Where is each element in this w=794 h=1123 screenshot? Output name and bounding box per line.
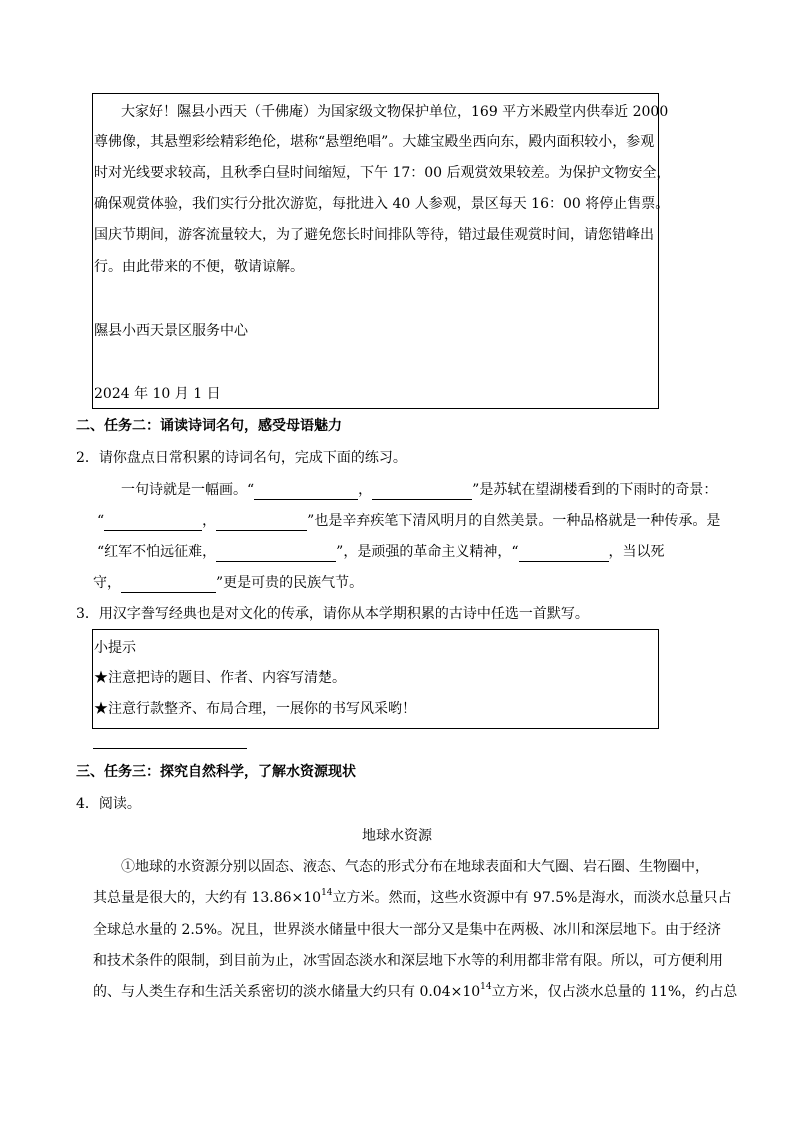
- answer-blank-3[interactable]: [104, 514, 202, 531]
- notice-signature: 隰县小西天景区服务中心: [94, 323, 248, 339]
- article-line-1: ①地球的水资源分别以固态、液态、气态的形式分布在地球表面和大气圈、岩石圈、生物圈中，: [121, 859, 709, 875]
- q2-line-4: [93, 573, 363, 593]
- exponent: 14: [321, 888, 333, 899]
- q2-line-1: [121, 480, 717, 500]
- q2-line2-sep: ，: [202, 513, 217, 529]
- article-line-5: [93, 982, 737, 1002]
- question-2: 2．请你盘点日常积累的诗词名句，完成下面的练习。: [76, 450, 407, 466]
- tip-title: 小提示: [94, 640, 136, 656]
- article-line2-text-a: 其总量是很大的，大约有 13.86×10: [93, 890, 322, 906]
- q2-line2-text-b: ”也是辛弃疾笔下清风明月的自然美景。一种品格就是一种传承。是: [307, 513, 721, 529]
- notice-box: [92, 93, 671, 409]
- q2-line3-text-b: ”，是顽强的革命主义精神，“: [336, 544, 519, 560]
- q2-line3-text-c: ，当以死: [608, 544, 665, 560]
- article-line-4: 和技术条件的限制，到目前为止，冰雪固态淡水和深层地下水等的利用都非常有限。所以，可方便利用: [93, 953, 723, 969]
- notice-line-3: 时对光线要求较高，且秋季白昼时间缩短，下午 17：00 后观赏效果较差。为保护文物安全，: [94, 165, 671, 181]
- q2-line1-text-b: ”是苏轼在望湖楼看到的下雨时的奇景：: [472, 482, 718, 498]
- answer-blank-4[interactable]: [216, 514, 307, 531]
- exponent: 14: [480, 982, 492, 993]
- question-4: 4．阅读。: [76, 796, 141, 812]
- q2-line3-text-a: “红军不怕远征难，: [97, 544, 217, 560]
- notice-line-6: 行。由此带来的不便，敬请谅解。: [94, 259, 304, 275]
- q2-line4-text-b: ”更是可贵的民族气节。: [216, 575, 364, 591]
- answer-blank-7[interactable]: [121, 576, 216, 593]
- tip-item-1: ★注意把诗的题目、作者、内容写清楚。: [94, 670, 346, 686]
- article-line-2: [93, 888, 731, 908]
- q2-line-2: [97, 511, 720, 531]
- q2-line1-sep: ，: [358, 482, 373, 498]
- article-line5-text-a: 的、与人类生存和生活关系密切的淡水储量大约只有 0.04×10: [93, 984, 481, 1000]
- notice-date: 2024 年 10 月 1 日: [94, 386, 221, 402]
- notice-line-4: 确保观赏体验，我们实行分批次游览，每批进入 40 人参观，景区每天 16：00 将停止售票。: [94, 196, 670, 212]
- q2-line-3: [97, 542, 665, 562]
- answer-blank-2[interactable]: [372, 483, 472, 500]
- article-line-3: 全球总水量的 2.5%。况且，世界淡水储量中很大一部分又是集中在两极、冰川和深层地下。由于经济: [93, 922, 722, 938]
- notice-line-2: 尊佛像，其悬塑彩绘精彩绝伦，堪称“悬塑绝唱”。大雄宝殿坐西向东，殿内面积较小，参观: [94, 134, 655, 150]
- answer-blank-5[interactable]: [216, 545, 336, 562]
- article-title: 地球水资源: [362, 828, 432, 844]
- answer-blank-1[interactable]: [254, 483, 358, 500]
- q2-line4-text-a: 守，: [93, 575, 121, 591]
- question-3: 3．用汉字誊写经典也是对文化的传承，请你从本学期积累的古诗中任选一首默写。: [76, 606, 589, 622]
- q2-line2-text-a: “: [97, 513, 105, 529]
- tip-item-2: ★注意行款整齐、布局合理，一展你的书写风采哟！: [94, 701, 416, 717]
- notice-line-5: 国庆节期间，游客流量较大，为了避免您长时间排队等待，错过最佳观赏时间，请您错峰出: [94, 227, 654, 243]
- section3-heading: 三、任务三：探究自然科学，了解水资源现状: [76, 764, 356, 780]
- q2-line1-text-a: 一句诗就是一幅画。“: [121, 482, 255, 498]
- article-line2-text-b: 立方米。然而，这些水资源中有 97.5%是海水，而淡水总量只占: [332, 890, 732, 906]
- tip-box: [92, 629, 659, 729]
- notice-line-1: 大家好！隰县小西天（千佛庵）为国家级文物保护单位，169 平方米殿堂内供奉近 2000: [121, 104, 669, 120]
- answer-blank-6[interactable]: [519, 545, 609, 562]
- answer-line[interactable]: [93, 748, 247, 749]
- article-line5-text-b: 立方米，仅占淡水总量的 11%，约占总: [491, 984, 738, 1000]
- section2-heading: 二、任务二：诵读诗词名句，感受母语魅力: [76, 418, 342, 434]
